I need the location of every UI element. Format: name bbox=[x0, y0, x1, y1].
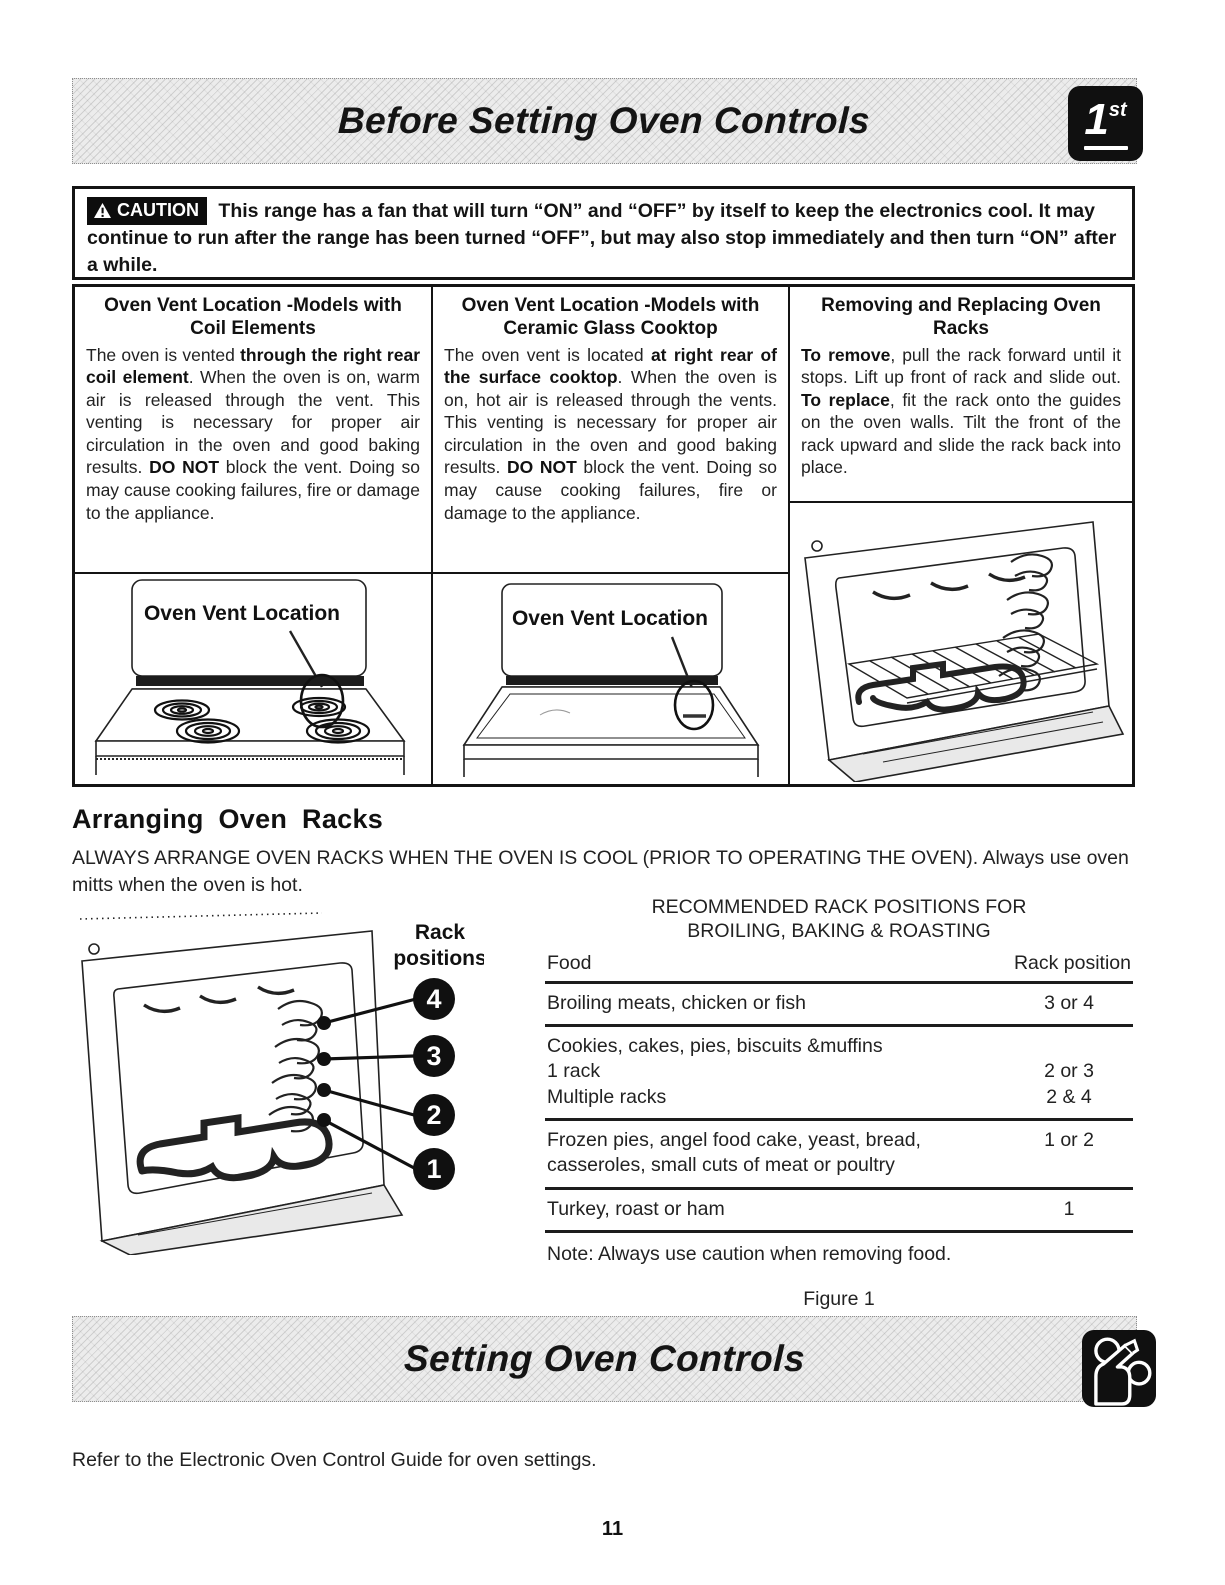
first-badge-text: 1st bbox=[1084, 94, 1127, 144]
caution-chip bbox=[87, 197, 207, 225]
removing-racks-paragraph: To remove, pull the rack forward until it stops. Lift up front of rack and slide out. To replace, fit the rack onto the guides on the oven walls. Tilt the front of the rack upward and slide the rack back into place. bbox=[801, 344, 1122, 478]
rack-positions-label-line2: positions bbox=[393, 947, 484, 970]
coil-stove-illustration bbox=[75, 574, 431, 784]
column-ceramic-cooktop bbox=[431, 287, 788, 784]
removing-racks-text-cell bbox=[790, 287, 1132, 503]
rack-positions-label-line1: Rack bbox=[414, 921, 466, 944]
table-header-row bbox=[545, 950, 1133, 984]
table-row: Turkey, roast or ham 1 bbox=[545, 1190, 1133, 1233]
table-header-position: Rack position bbox=[1013, 951, 1131, 974]
table-title: RECOMMENDED RACK POSITIONS FOR BROILING, BAKING & ROASTING bbox=[651, 896, 1027, 942]
column-coil-elements bbox=[75, 287, 431, 784]
badge-underline bbox=[1084, 146, 1128, 150]
table-note: Note: Always use caution when removing food. bbox=[547, 1242, 952, 1265]
ceramic-stove-svg bbox=[440, 575, 782, 783]
coil-stove-svg bbox=[82, 575, 424, 783]
first-step-badge bbox=[1068, 86, 1143, 161]
rack-position-badges bbox=[413, 978, 455, 1190]
arranging-heading: Arranging Oven Racks bbox=[72, 804, 384, 834]
table-row: Cookies, cakes, pies, biscuits &muffins 1 rack 2 or 3 Multiple racks 2 & 4 bbox=[545, 1027, 1133, 1121]
caution-label: CAUTION bbox=[117, 200, 199, 220]
footer-note: Refer to the Electronic Oven Control Guide for oven settings. bbox=[72, 1449, 597, 1471]
ceramic-cooktop-paragraph: The oven vent is located at right rear of the surface cooktop. When the oven is on, hot air is released through the vents. This venting is necessary for proper air circulation in the oven and good baking results. DO NOT block the vent. Doing so may cause cooking failures, fire or damage to the appliance. bbox=[444, 344, 777, 523]
hand-pressing-controls-icon bbox=[1082, 1330, 1156, 1407]
rack-positions-svg bbox=[72, 903, 484, 1255]
ceramic-cooktop-text-cell bbox=[433, 287, 788, 574]
rack-position-2-badge: 2 bbox=[426, 1100, 442, 1130]
vent-label-coil: Oven Vent Location bbox=[143, 602, 341, 625]
vent-info-table bbox=[72, 284, 1135, 787]
arranging-body: ALWAYS ARRANGE OVEN RACKS WHEN THE OVEN IS COOL (PRIOR TO OPERATING THE OVEN). Always use oven mitts when the oven is hot. bbox=[72, 847, 1129, 897]
oven-rack-illustration bbox=[790, 503, 1132, 784]
ceramic-stove-illustration bbox=[433, 574, 788, 784]
page-number: 11 bbox=[601, 1518, 624, 1540]
section-title: Before Setting Oven Controls bbox=[337, 100, 872, 141]
section-title: Setting Oven Controls bbox=[403, 1338, 806, 1379]
section-band-setting bbox=[72, 1316, 1137, 1402]
table-header-food: Food bbox=[547, 951, 592, 974]
rack-positions-illustration bbox=[72, 903, 484, 1255]
rack-position-4-badge: 4 bbox=[426, 984, 442, 1014]
table-row: Frozen pies, angel food cake, yeast, bread, 1 or 2 casseroles, small cuts of meat or poultry bbox=[545, 1121, 1133, 1190]
coil-elements-text-cell bbox=[75, 287, 431, 574]
caution-text bbox=[87, 197, 1120, 279]
vent-label-ceramic: Oven Vent Location bbox=[511, 607, 708, 630]
rack-position-3-badge: 3 bbox=[426, 1041, 442, 1071]
rack-position-1-badge: 1 bbox=[426, 1154, 442, 1184]
ceramic-cooktop-heading: Oven Vent Location -Models with Ceramic Glass Cooktop bbox=[461, 295, 760, 339]
coil-elements-paragraph: The oven is vented through the right rear coil element. When the oven is on, warm air is released through the vent. This venting is necessary for proper air circulation in the oven and good baking results. DO NOT block the vent. Doing so may cause cooking failures, fire or damage to the appliance. bbox=[86, 344, 420, 523]
coil-elements-heading: Oven Vent Location -Models with Coil Elements bbox=[104, 295, 402, 339]
setting-controls-badge bbox=[1082, 1330, 1156, 1407]
caution-box bbox=[72, 186, 1135, 280]
table-row: Broiling meats, chicken or fish 3 or 4 bbox=[545, 984, 1133, 1027]
removing-racks-heading: Removing and Replacing Oven Racks bbox=[821, 295, 1101, 339]
figure-caption: Figure 1 bbox=[803, 1287, 875, 1310]
rack-positions-table bbox=[545, 896, 1133, 1311]
column-removing-racks bbox=[788, 287, 1132, 784]
warning-triangle-icon bbox=[93, 202, 112, 219]
oven-rack-svg bbox=[793, 506, 1129, 782]
section-band-before-setting bbox=[72, 78, 1137, 164]
caution-body: This range has a fan that will turn “ON” and “OFF” by itself to keep the electronics cool. It may continue to run after the range has been turned “OFF”, but may also stop immediately and then turn “ON” after a while. bbox=[87, 199, 1117, 276]
